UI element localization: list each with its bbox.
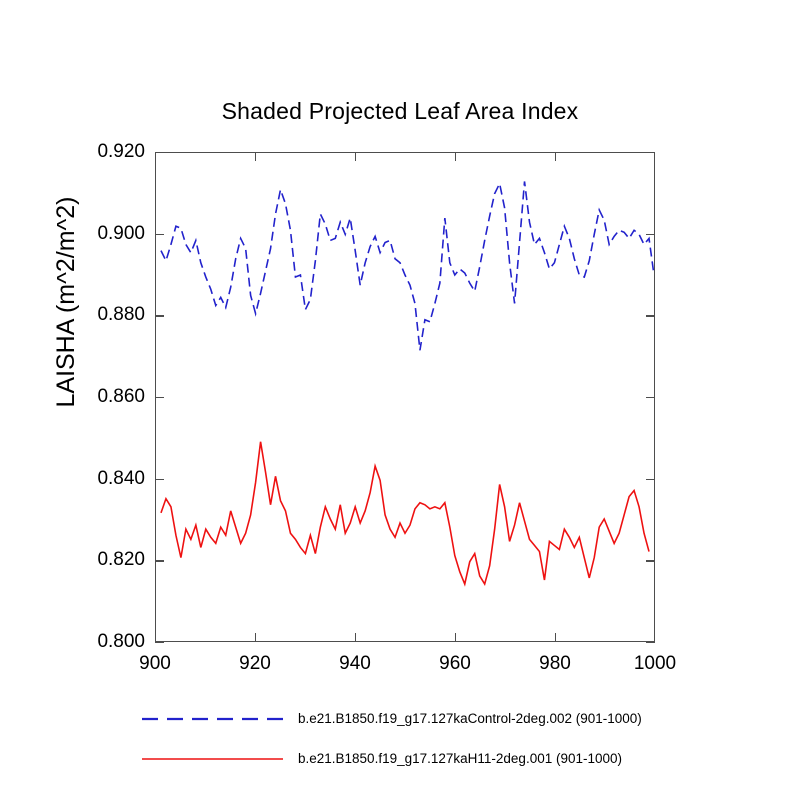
chart-legend [140,700,760,780]
y-tick-label: 0.860 [97,386,145,407]
y-tick-label: 0.920 [97,141,145,162]
x-tick-label: 900 [139,653,171,674]
legend-row [140,700,760,740]
y-tick-mark [155,642,164,643]
x-tick-label: 920 [239,653,271,674]
legend-line-sample [140,752,285,766]
y-tick-label: 0.880 [97,304,145,326]
x-tick-label: 960 [439,653,471,674]
x-tick-label: 980 [539,653,571,674]
y-tick-label: 0.800 [97,631,145,652]
chart-title: Shaded Projected Leaf Area Index [221,98,579,124]
legend-row [140,740,760,780]
legend-label: b.e21.B1850.f19_g17.127kaH11-2deg.001 (901-1000) [298,751,623,766]
legend-line-sample [140,712,285,726]
y-tick-label: 0.900 [97,222,145,244]
y-tick-label: 0.840 [97,467,145,489]
plot-area [155,152,655,642]
series-line-1 [161,181,654,350]
x-tick-label: 940 [339,653,371,674]
y-tick-mark [646,642,655,643]
x-tick-label: 1000 [633,653,677,674]
y-tick-label: 0.820 [97,549,145,571]
plot-svg [156,153,654,641]
legend-label: b.e21.B1850.f19_g17.127kaControl-2deg.002 (901-1000) [298,711,642,726]
y-axis-label: LAISHA (m^2/m^2) [52,196,80,408]
series-line-2 [161,442,649,584]
